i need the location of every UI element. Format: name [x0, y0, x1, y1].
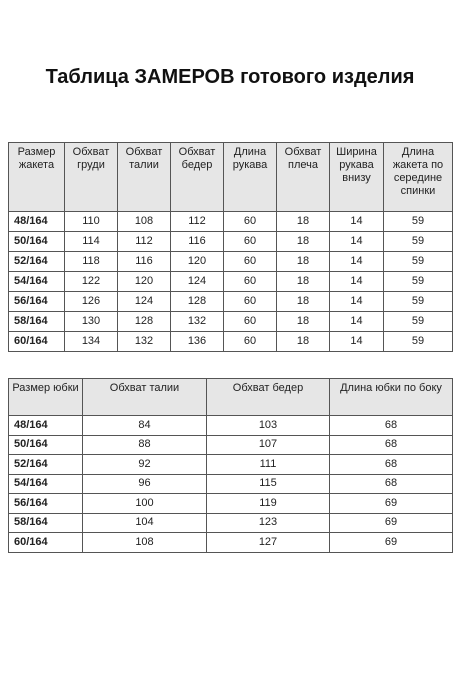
value-cell: 18 [277, 332, 330, 352]
value-cell: 59 [384, 272, 453, 292]
value-cell: 116 [118, 252, 171, 272]
skirt-table-row [9, 533, 453, 553]
value-cell: 60 [224, 212, 277, 232]
skirt-header-hips: Обхват бедер [207, 379, 330, 416]
value-cell: 14 [330, 332, 384, 352]
size-cell: 56/164 [9, 292, 65, 312]
value-cell: 114 [65, 232, 118, 252]
value-cell: 14 [330, 272, 384, 292]
value-cell: 132 [171, 312, 224, 332]
value-cell: 123 [207, 513, 330, 533]
value-cell: 128 [171, 292, 224, 312]
value-cell: 126 [65, 292, 118, 312]
value-cell: 60 [224, 332, 277, 352]
jacket-header-size: Размер жакета [9, 143, 65, 212]
skirt-table-row [9, 416, 453, 436]
value-cell: 18 [277, 232, 330, 252]
skirt-table-row [9, 494, 453, 514]
skirt-table-row [9, 513, 453, 533]
size-cell: 50/164 [9, 435, 83, 455]
value-cell: 14 [330, 252, 384, 272]
value-cell: 60 [224, 232, 277, 252]
value-cell: 104 [83, 513, 207, 533]
page-title: Таблица ЗАМЕРОВ готового изделия [45, 66, 415, 88]
size-cell: 54/164 [9, 272, 65, 292]
jacket-table-row [9, 272, 453, 292]
size-cell: 50/164 [9, 232, 65, 252]
skirt-table-header-row [9, 379, 453, 416]
value-cell: 136 [171, 332, 224, 352]
size-cell: 60/164 [9, 533, 83, 553]
value-cell: 124 [118, 292, 171, 312]
skirt-header-size: Размер юбки [9, 379, 83, 416]
value-cell: 116 [171, 232, 224, 252]
value-cell: 18 [277, 312, 330, 332]
value-cell: 115 [207, 474, 330, 494]
jacket-header-hips: Обхват бедер [171, 143, 224, 212]
value-cell: 59 [384, 312, 453, 332]
value-cell: 68 [330, 455, 453, 475]
value-cell: 14 [330, 212, 384, 232]
size-cell: 58/164 [9, 513, 83, 533]
value-cell: 69 [330, 533, 453, 553]
skirt-size-table [8, 378, 453, 553]
jacket-table-row [9, 292, 453, 312]
value-cell: 59 [384, 292, 453, 312]
size-cell: 54/164 [9, 474, 83, 494]
jacket-header-shoulder: Обхват плеча [277, 143, 330, 212]
jacket-table-header-row [9, 143, 453, 212]
value-cell: 18 [277, 272, 330, 292]
value-cell: 130 [65, 312, 118, 332]
value-cell: 59 [384, 252, 453, 272]
jacket-table-row [9, 312, 453, 332]
skirt-table-row [9, 455, 453, 475]
size-cell: 58/164 [9, 312, 65, 332]
jacket-header-chest: Обхват груди [65, 143, 118, 212]
value-cell: 14 [330, 312, 384, 332]
value-cell: 122 [65, 272, 118, 292]
size-cell: 48/164 [9, 416, 83, 436]
value-cell: 14 [330, 232, 384, 252]
value-cell: 68 [330, 474, 453, 494]
value-cell: 119 [207, 494, 330, 514]
jacket-header-jacket-length: Длина жакета по середине спинки [384, 143, 453, 212]
value-cell: 60 [224, 272, 277, 292]
value-cell: 18 [277, 252, 330, 272]
value-cell: 59 [384, 212, 453, 232]
jacket-table-row [9, 252, 453, 272]
value-cell: 100 [83, 494, 207, 514]
value-cell: 92 [83, 455, 207, 475]
value-cell: 134 [65, 332, 118, 352]
value-cell: 112 [171, 212, 224, 232]
jacket-table-row [9, 332, 453, 352]
value-cell: 108 [83, 533, 207, 553]
skirt-header-waist: Обхват талии [83, 379, 207, 416]
skirt-table-row [9, 474, 453, 494]
value-cell: 14 [330, 292, 384, 312]
value-cell: 108 [118, 212, 171, 232]
jacket-header-sleeve-width: Ширина рукава внизу [330, 143, 384, 212]
value-cell: 60 [224, 312, 277, 332]
jacket-header-waist: Обхват талии [118, 143, 171, 212]
value-cell: 69 [330, 513, 453, 533]
size-cell: 48/164 [9, 212, 65, 232]
value-cell: 120 [118, 272, 171, 292]
value-cell: 88 [83, 435, 207, 455]
value-cell: 84 [83, 416, 207, 436]
value-cell: 124 [171, 272, 224, 292]
value-cell: 132 [118, 332, 171, 352]
value-cell: 60 [224, 252, 277, 272]
jacket-size-table [8, 142, 453, 352]
value-cell: 68 [330, 435, 453, 455]
value-cell: 69 [330, 494, 453, 514]
jacket-table-row [9, 232, 453, 252]
jacket-table-row [9, 212, 453, 232]
value-cell: 118 [65, 252, 118, 272]
value-cell: 127 [207, 533, 330, 553]
size-cell: 52/164 [9, 455, 83, 475]
value-cell: 59 [384, 332, 453, 352]
size-cell: 56/164 [9, 494, 83, 514]
value-cell: 110 [65, 212, 118, 232]
value-cell: 111 [207, 455, 330, 475]
value-cell: 103 [207, 416, 330, 436]
size-cell: 60/164 [9, 332, 65, 352]
jacket-header-sleeve-length: Длина рукава [224, 143, 277, 212]
value-cell: 60 [224, 292, 277, 312]
value-cell: 120 [171, 252, 224, 272]
value-cell: 18 [277, 212, 330, 232]
value-cell: 59 [384, 232, 453, 252]
value-cell: 18 [277, 292, 330, 312]
value-cell: 112 [118, 232, 171, 252]
value-cell: 68 [330, 416, 453, 436]
value-cell: 96 [83, 474, 207, 494]
skirt-header-length: Длина юбки по боку [330, 379, 453, 416]
skirt-table-row [9, 435, 453, 455]
value-cell: 107 [207, 435, 330, 455]
value-cell: 128 [118, 312, 171, 332]
size-cell: 52/164 [9, 252, 65, 272]
